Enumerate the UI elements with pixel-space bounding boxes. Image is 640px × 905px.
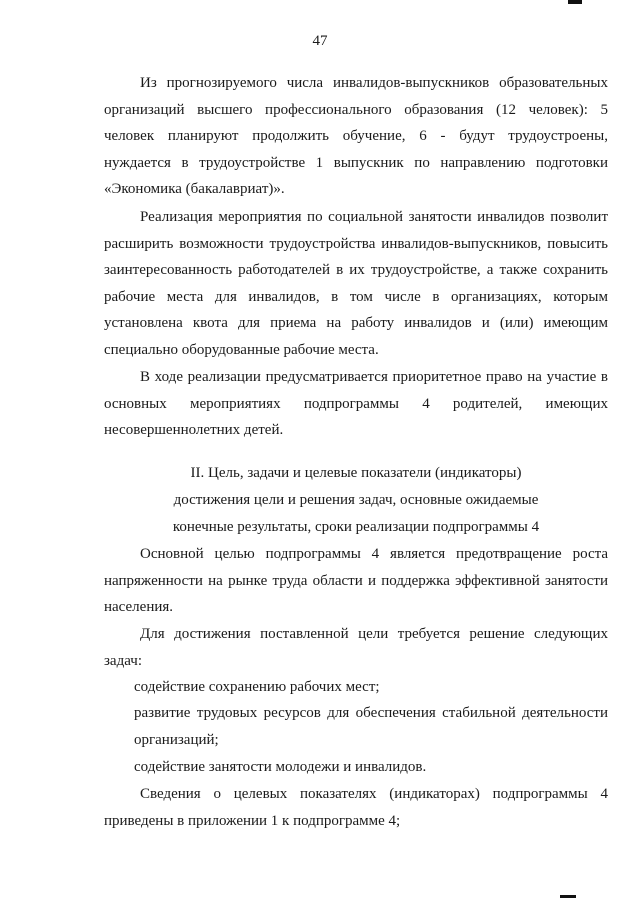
scan-mark-bottom xyxy=(560,895,576,898)
paragraph-employment-measure: Реализация мероприятия по социальной занятости инвалидов позволит расширить возможности трудоустройства инвалидов-выпускников, повысить заинтересованность работодателей в их трудоустройстве, а также сохранить рабочие места для инвалидов, в том числе в организациях, которым установлена квота для приема на работу инвалидов и (или) имеющим специально оборудованные рабочие места. xyxy=(104,209,608,358)
page-number: 47 xyxy=(312,33,328,49)
section-heading-line: II. Цель, задачи и целевые показатели (индикаторы) xyxy=(190,465,522,481)
paragraph-goal: Основной целью подпрограммы 4 является предотвращение роста напряженности на рынке труда области и поддержка эффективной занятости населения. xyxy=(104,546,608,615)
paragraph-tasks-intro: Для достижения поставленной цели требуется решение следующих задач: xyxy=(104,626,608,669)
list-item: содействие сохранению рабочих мест; xyxy=(134,679,380,695)
section-heading-line: достижения цели и решения задач, основные ожидаемые xyxy=(173,492,539,508)
section-heading-line: конечные результаты, сроки реализации подпрограммы 4 xyxy=(172,519,540,535)
paragraph-indicators: Сведения о целевых показателях (индикаторах) подпрограммы 4 приведены в приложении 1 к подпрограмме 4; xyxy=(104,786,608,829)
list-item: развитие трудовых ресурсов для обеспечения стабильной деятельности организаций; xyxy=(134,705,608,748)
paragraph-graduates: Из прогнозируемого числа инвалидов-выпускников образовательных организаций высшего профессионального образования (12 человек): 5 человек планируют продолжить обучение, 6 - будут трудоустроены, нуждается в трудоустройстве 1 выпускник по направлению подготовки «Экономика (бакалавриат)». xyxy=(104,75,608,197)
list-item: содействие занятости молодежи и инвалидов. xyxy=(134,759,427,775)
scan-mark-top xyxy=(568,0,582,4)
paragraph-priority-right: В ходе реализации предусматривается приоритетное право на участие в основных мероприятиях подпрограммы 4 родителей, имеющих несовершеннолетних детей. xyxy=(104,369,608,438)
